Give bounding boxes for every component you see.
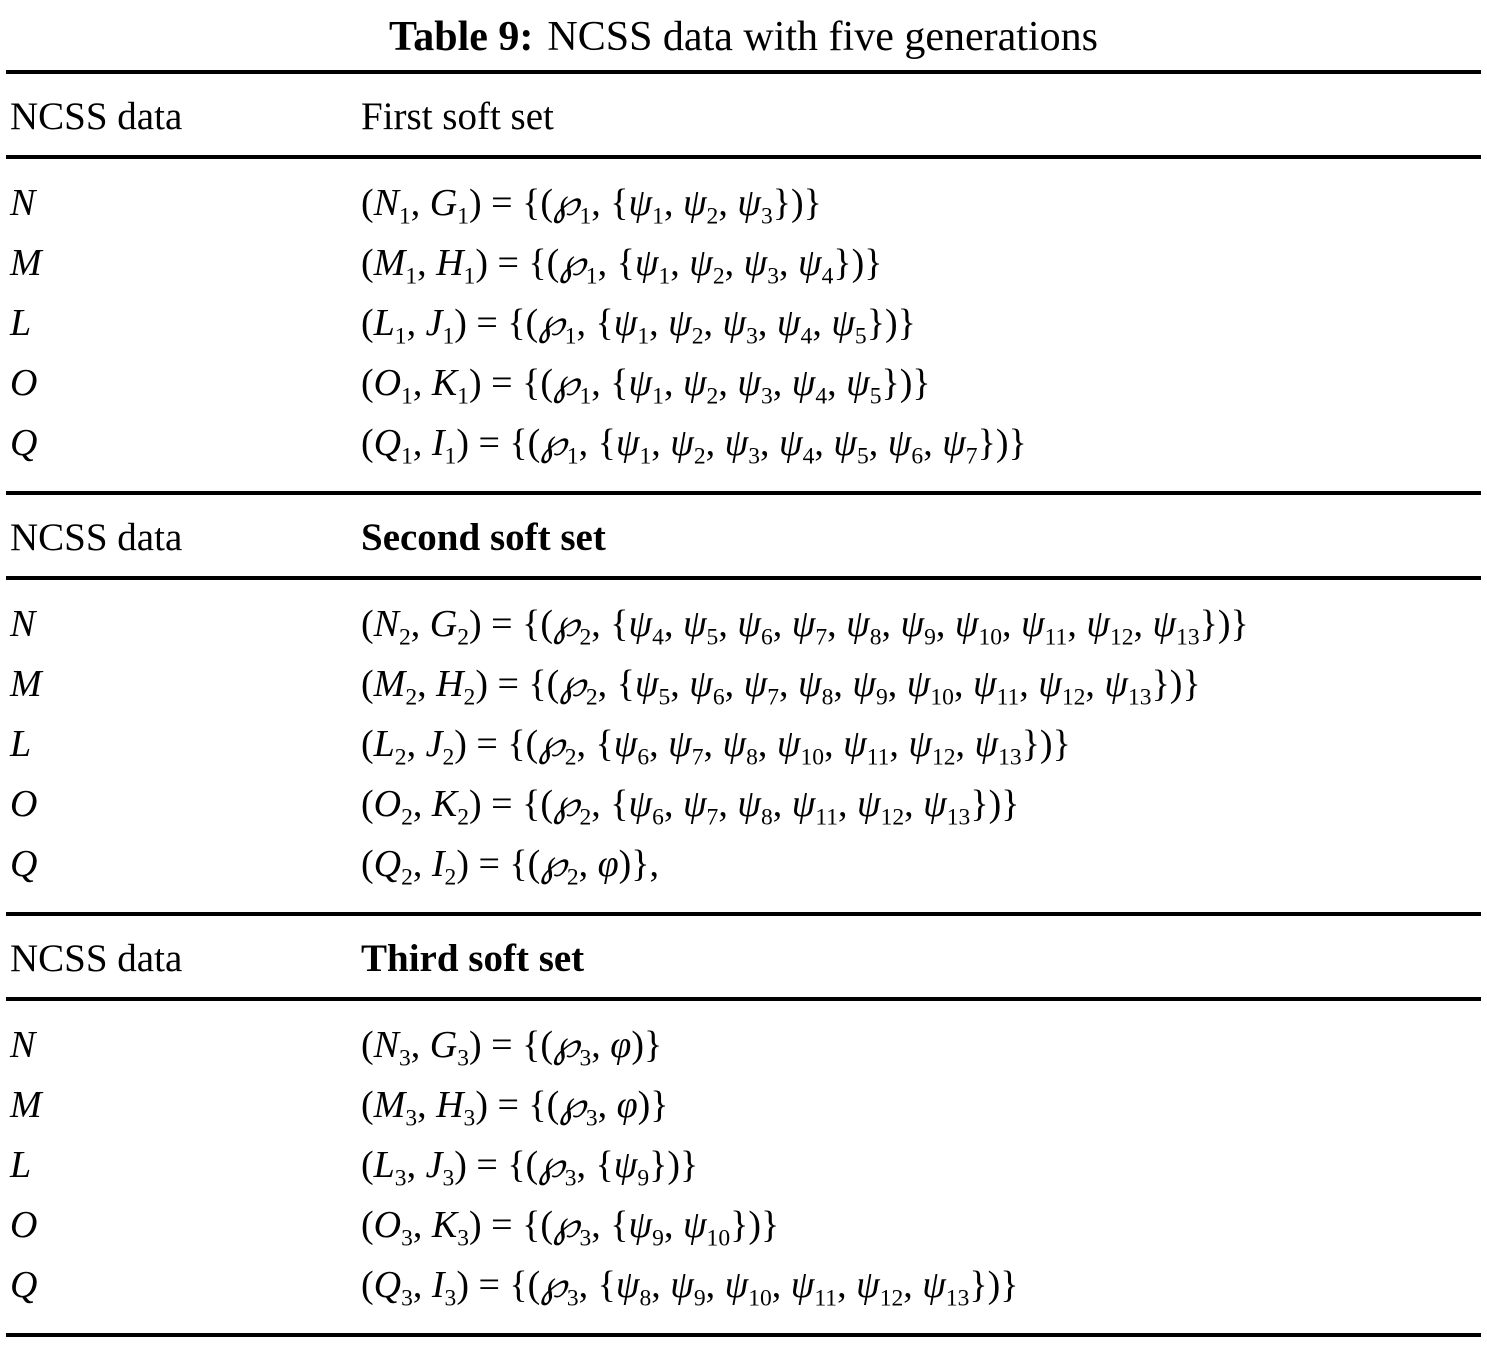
- section-title-first-soft-set: First soft set: [361, 95, 554, 138]
- ncss-data-column-header: NCSS data: [10, 516, 183, 559]
- table-row: [6, 834, 1481, 894]
- section-rows-first: [6, 159, 1481, 491]
- row-formula: ($O_2$, $K_2$) = {($℘_2$, {$\psi_6$, $\psi_7$, $\psi_8$, $\psi_{11}$, $\psi_{12}$, $\psi_{13}$})}: [361, 783, 1020, 831]
- row-label: O: [10, 362, 38, 404]
- table-row: [6, 714, 1481, 774]
- row-formula: ($Q_1$, $I_1$) = {($℘_1$, {$\psi_1$, $\psi_2$, $\psi_3$, $\psi_4$, $\psi_5$, $\psi_6$, $\psi_7$})}: [361, 422, 1027, 470]
- section-header-second: [6, 495, 1481, 576]
- section-title-third-soft-set: Third soft set: [361, 937, 585, 980]
- table-caption-label: Table 9:: [389, 14, 534, 60]
- row-label: L: [10, 302, 32, 344]
- section-rows-third: [6, 1001, 1481, 1333]
- row-label: Q: [10, 843, 38, 885]
- table-row: [6, 353, 1481, 413]
- row-label: M: [10, 663, 42, 705]
- row-label: N: [10, 182, 36, 224]
- table-row: [6, 774, 1481, 834]
- section-rows-second: [6, 580, 1481, 912]
- section-header-third: [6, 916, 1481, 997]
- row-formula: ($M_1$, $H_1$) = {($℘_1$, {$\psi_1$, $\psi_2$, $\psi_3$, $\psi_4$})}: [361, 242, 883, 290]
- row-formula: ($Q_2$, $I_2$) = {($℘_2$, φ)},: [361, 843, 660, 891]
- table-row: [6, 233, 1481, 293]
- row-formula: ($N_2$, $G_2$) = {($℘_2$, {$\psi_4$, $\psi_5$, $\psi_6$, $\psi_7$, $\psi_8$, $\psi_9$, $\psi_{10}$, $\psi_{11}$, $\psi_{12}$, $\psi_{13}$})}: [361, 603, 1249, 651]
- row-formula: ($L_1$, $J_1$) = {($℘_1$, {$\psi_1$, $\psi_2$, $\psi_3$, $\psi_4$, $\psi_5$})}: [361, 302, 916, 350]
- row-formula: ($L_3$, $J_3$) = {($℘_3$, $\{\psi_9\}$)}: [361, 1144, 699, 1192]
- table-row: [6, 293, 1481, 353]
- table-row: [6, 1135, 1481, 1195]
- table-row: [6, 1195, 1481, 1255]
- horizontal-rule-bottom: [6, 1333, 1481, 1337]
- table-row: [6, 1255, 1481, 1315]
- row-label: L: [10, 723, 32, 765]
- table-row: [6, 1015, 1481, 1075]
- table-figure: [6, 0, 1481, 1337]
- table-row: [6, 654, 1481, 714]
- row-label: N: [10, 1024, 36, 1066]
- row-label: Q: [10, 422, 38, 464]
- table-caption-text: NCSS data with five generations: [547, 14, 1098, 60]
- row-formula: ($Q_3$, $I_3$) = {($℘_3$, {$\psi_8$, $\psi_9$, $\psi_{10}$, $\psi_{11}$, $\psi_{12}$, $\psi_{13}$})}: [361, 1264, 1019, 1312]
- table-row: [6, 413, 1481, 473]
- row-label: O: [10, 783, 38, 825]
- row-label: M: [10, 1084, 42, 1126]
- row-label: Q: [10, 1264, 38, 1306]
- row-formula: ($M_2$, $H_2$) = {($℘_2$, {$\psi_5$, $\psi_6$, $\psi_7$, $\psi_8$, $\psi_9$, $\psi_{10}$, $\psi_{11}$, $\psi_{12}$, $\psi_{13}$})}: [361, 663, 1201, 711]
- ncss-data-column-header: NCSS data: [10, 95, 183, 138]
- row-formula: ($N_3$, $G_3$) = {($℘_3$, φ)}: [361, 1024, 663, 1072]
- row-formula: ($O_3$, $K_3$) = {($℘_3$, {$\psi_9$, $\psi_{10}$})}: [361, 1204, 780, 1252]
- row-label: N: [10, 603, 36, 645]
- row-label: O: [10, 1204, 38, 1246]
- table-row: [6, 1075, 1481, 1135]
- row-label: M: [10, 242, 42, 284]
- row-formula: ($O_1$, $K_1$) = {($℘_1$, {$\psi_1$, $\psi_2$, $\psi_3$, $\psi_4$, $\psi_5$})}: [361, 362, 931, 410]
- row-formula: ($N_1$, $G_1$) = {($℘_1$, {$\psi_1$, $\psi_2$, $\psi_3$})}: [361, 182, 822, 230]
- row-formula: ($L_2$, $J_2$) = {($℘_2$, {$\psi_6$, $\psi_7$, $\psi_8$, $\psi_{10}$, $\psi_{11}$, $\psi_{12}$, $\psi_{13}$})}: [361, 723, 1071, 771]
- table-row: [6, 173, 1481, 233]
- section-title-second-soft-set: Second soft set: [361, 516, 606, 559]
- table-caption: [6, 0, 1481, 70]
- ncss-data-column-header: NCSS data: [10, 937, 183, 980]
- row-label: L: [10, 1144, 32, 1186]
- section-header-first: [6, 74, 1481, 155]
- row-formula: ($M_3$, $H_3$) = {($℘_3$, φ)}: [361, 1084, 669, 1132]
- table-row: [6, 594, 1481, 654]
